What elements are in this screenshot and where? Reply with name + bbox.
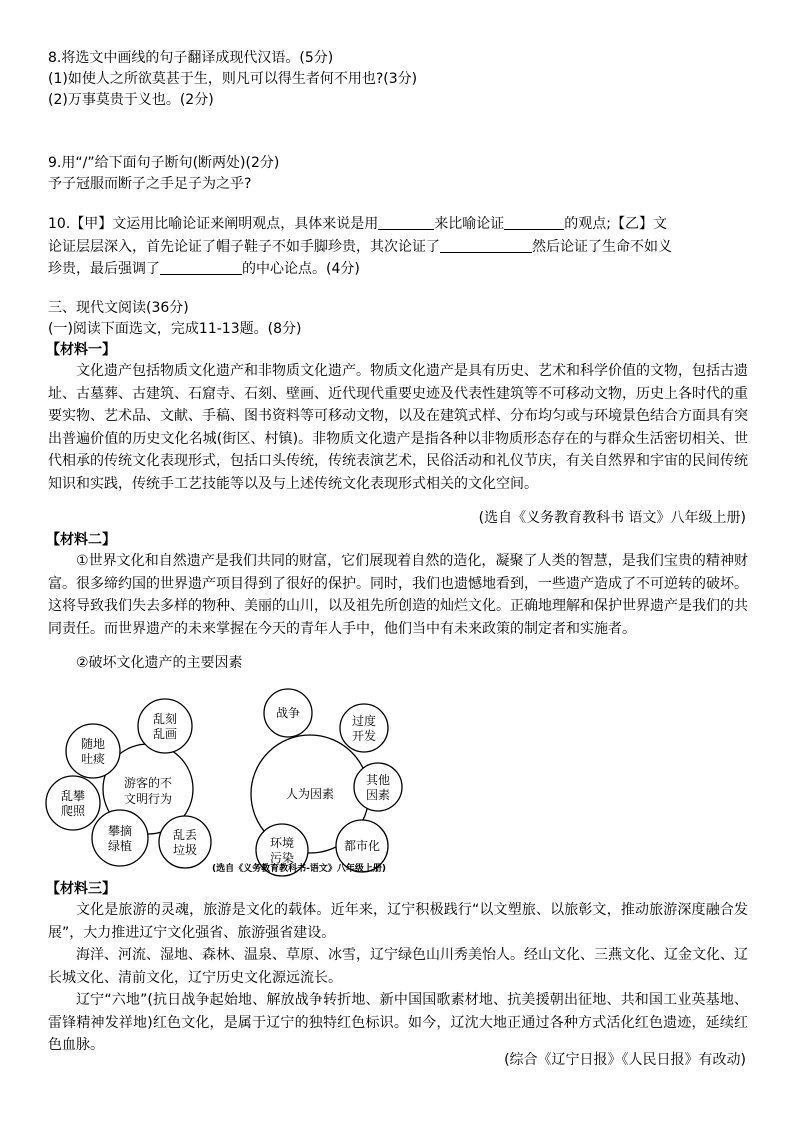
node-label: 乱刻 <box>152 712 178 726</box>
m3-heading: 【材料三】 <box>46 881 116 897</box>
answer-blank[interactable] <box>378 215 434 230</box>
diagram-caption: (选自《义务教育教科书-语文》八年级上册) <box>212 864 386 874</box>
node-label: 随地 <box>80 737 106 751</box>
q8-title: 8.将选文中画线的句子翻译成现代汉语。(5分) <box>48 50 334 66</box>
node-label: 过度 <box>351 714 377 728</box>
q9-title: 9.用“/”给下面句子断句(断两处)(2分) <box>48 155 280 171</box>
node-label: 乱画 <box>152 727 178 741</box>
node-label: 攀摘 <box>107 824 133 838</box>
q8-sub1: (1)如使人之所欲莫甚于生，则凡可以得生者何不用也?(3分) <box>48 71 418 87</box>
m1-source: (选自《义务教育教科书 语文》八年级上册) <box>478 510 746 526</box>
m2-heading: 【材料二】 <box>46 532 116 548</box>
q8-sub2: (2)万事莫贵于义也。(2分) <box>48 92 214 108</box>
node-label: 都市化 <box>343 839 381 853</box>
m1-body: 文化遗产包括物质文化遗产和非物质文化遗产。物质文化遗产是具有历史、艺术和科学价值的文物，包括古遗址、古墓葬、古建筑、石窟寺、石刻、壁画、近代现代重要史迹及代表性建筑等不可移动文物，历史上各时代的重要实物、艺术品、文献、手稿、图书资料等可移动文物，以及在建筑式样、分布均匀或与环境景色结合方面具有突出普遍价值的历史文化名城(街区、村镇)。非物质文化遗产是指各种以非物质形态存在的与群众生活密切相关、世代相承的传统文化表现形式，包括口头传统，传统表演艺术，民俗活动和礼仪节庆，有关自然界和宇宙的民间传统知识和实践，传统手工艺技能等以及与上述传统文化表现形式相关的文化空间。 <box>48 363 748 492</box>
node-label: 绿植 <box>107 839 133 853</box>
answer-blank[interactable] <box>440 238 532 253</box>
node-label: 其他 <box>365 773 391 787</box>
node-label: 垃圾 <box>172 843 198 857</box>
node-label: 爬照 <box>60 804 86 818</box>
node-label: 战争 <box>275 706 301 720</box>
m2-body: ①世界文化和自然遗产是我们共同的财富，它们展现着自然的造化，凝聚了人类的智慧，是我们宝贵的精神财富。很多缔约国的世界遗产项目得到了很好的保护。同时，我们也遗憾地看到，一些遗产造成了不可逆转的破坏。这将导致我们失去多样的物种、美丽的山川，以及祖先所创造的灿烂文化。正确地理解和保护世界遗产是我们的共同责任。而世界遗产的未来掌握在今天的青年人手中，他们当中有未来政策的制定者和实施者。 <box>48 553 748 637</box>
node-label: 乱丢 <box>172 828 198 842</box>
m2-subhead: ②破坏文化遗产的主要因素 <box>76 655 243 671</box>
section3-title: 三、现代文阅读(36分) <box>48 300 189 316</box>
right-center-label: 人为因素 <box>285 787 335 801</box>
node-label: 开发 <box>351 729 377 743</box>
node-label: 因素 <box>365 788 391 802</box>
m3-p2: 海洋、河流、湿地、森林、温泉、草原、冰雪，辽宁绿色山川秀美怡人。经山文化、三燕文化、辽金文化、辽长城文化、清前文化，辽宁历史文化源远流长。 <box>48 947 748 986</box>
q9-text: 予子冠服而断子之手足子为之乎? <box>48 176 252 192</box>
answer-blank[interactable] <box>160 260 242 275</box>
section3-sub: (一)阅读下面选文，完成11-13题。(8分) <box>48 321 302 337</box>
damage-factors-diagram <box>40 672 460 878</box>
left-center-label-2: 文明行为 <box>123 792 173 806</box>
m1-heading: 【材料一】 <box>46 342 116 358</box>
left-center-label-1: 游客的不 <box>123 776 173 790</box>
m3-source: (综合《辽宁日报》《人民日报》有改动) <box>504 1052 746 1068</box>
node-label: 污染 <box>269 851 295 865</box>
node-label: 乱攀 <box>60 789 86 803</box>
node-label: 环境 <box>269 836 295 850</box>
m3-p1: 文化是旅游的灵魂，旅游是文化的载体。近年来，辽宁积极践行“以文塑旅、以旅彰文，推动旅游深度融合发展”，大力推进辽宁文化强省、旅游强省建设。 <box>48 902 748 941</box>
answer-blank[interactable] <box>504 215 564 230</box>
m3-p3: 辽宁“六地”(抗日战争起始地、解放战争转折地、新中国国歌素材地、抗美援朝出征地、共和国工业英基地、雷锋精神发祥地)红色文化，是属于辽宁的独特红色标识。如今，辽沈大地正通过各种方式活化红色遗迹，延续红色血脉。 <box>48 992 748 1054</box>
node-label: 吐痰 <box>80 752 106 766</box>
q10-text: 10.【甲】文运用比喻论证来阐明观点，具体来说是用 来比喻论证 的观点;【乙】文 论证层层深入，首先论证了帽子鞋子不如手脚珍贵，其次论证了 然后论证了生命不如义 珍贵，最后强调了 的中心论点。(4分) <box>48 216 672 278</box>
